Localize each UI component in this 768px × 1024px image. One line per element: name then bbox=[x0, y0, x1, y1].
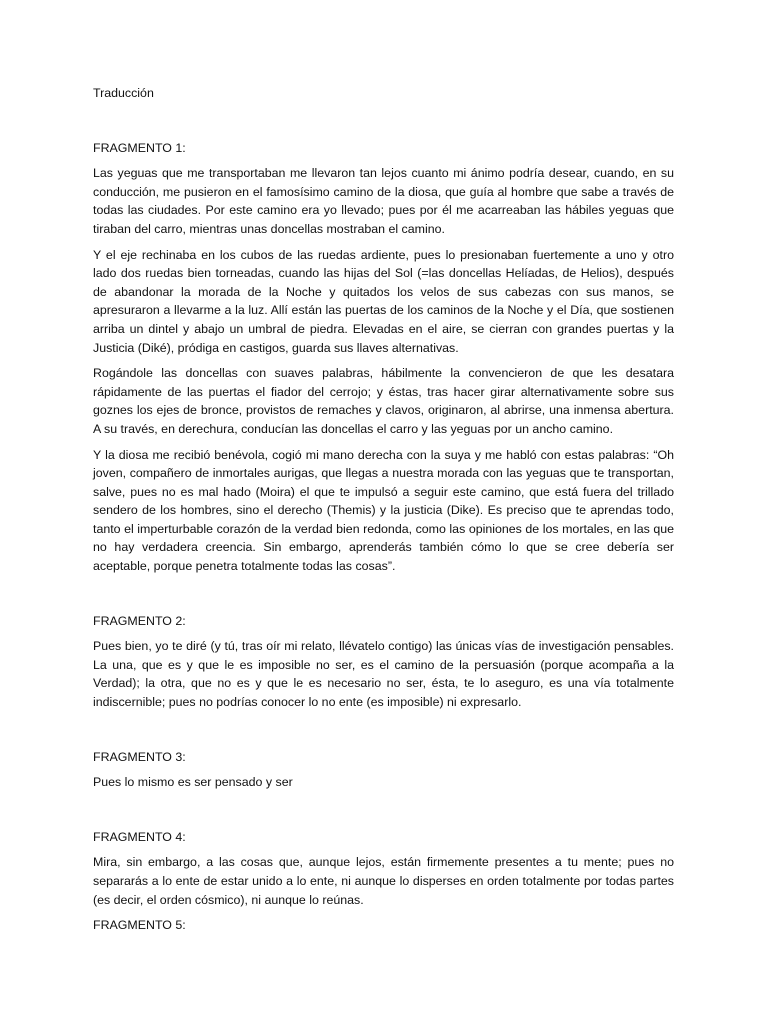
fragment-3 bbox=[93, 748, 674, 792]
fragment-heading: FRAGMENTO 1: bbox=[93, 140, 186, 155]
section-spacer bbox=[93, 719, 674, 748]
paragraph: Mira, sin embargo, a las cosas que, aunque lejos, están firmemente presentes a tu mente; pues no separarás a lo ente de estar unido a lo ente, ni aunque lo disperses en orden totalmente por todas partes (es decir, el orden cósmico), ni aunque lo reúnas. bbox=[93, 855, 674, 907]
paragraph: Y el eje rechinaba en los cubos de las ruedas ardiente, pues lo presionaban fuertemente a uno y otro lado dos ruedas bien torneadas, cuando las hijas del Sol (=las doncellas Helíadas, de Helios), después de abandonar la morada de la Noche y quitados los velos de sus cabezas con sus manos, se apresuraron a llevarme a la luz. Allí están las puertas de los caminos de la Noche y el Día, que sostienen arriba un dintel y abajo un umbral de piedra. Elevadas en el aire, se cierran con grandes puertas y la Justicia (Diké), pródiga en castigos, guarda sus llaves alternativas. bbox=[93, 247, 674, 355]
paragraph: Pues lo mismo es ser pensado y ser bbox=[93, 775, 293, 790]
fragment-2 bbox=[93, 612, 674, 712]
fragment-heading: FRAGMENTO 4: bbox=[93, 829, 186, 844]
fragment-heading: FRAGMENTO 2: bbox=[93, 613, 186, 628]
fragment-heading: FRAGMENTO 3: bbox=[93, 749, 186, 764]
section-spacer bbox=[93, 799, 674, 828]
paragraph: Pues bien, yo te diré (y tú, tras oír mi relato, llévatelo contigo) las únicas vías de investigación pensables. La una, que es y que le es imposible no ser, es el camino de la persuasión (porque acompaña a la Verdad); la otra, que no es y que le es necesario no ser, ésta, te lo aseguro, es una vía totalmente indiscernible; pues no podrías conocer lo no ente (es imposible) ni expresarlo. bbox=[93, 639, 674, 710]
paragraph: Las yeguas que me transportaban me llevaron tan lejos cuanto mi ánimo podría desear, cuando, en su conducción, me pusieron en el famosísimo camino de la diosa, que guía al hombre que sabe a través de todas las ciudades. Por este camino era yo llevado; pues por él me acarreaban las hábiles yeguas que tiraban del carro, mientras unas doncellas mostraban el camino. bbox=[93, 166, 674, 236]
section-spacer bbox=[93, 583, 674, 612]
fragment-heading: FRAGMENTO 5: bbox=[93, 918, 186, 933]
fragment-1 bbox=[93, 139, 674, 576]
document-page bbox=[93, 84, 674, 942]
paragraph: Rogándole las doncellas con suaves palabras, hábilmente la convencieron de que les desatara rápidamente de las puertas el fiador del cerrojo; y éstas, tras hacer girar alternativamente sobre sus goznes los ejes de bronce, provistos de remaches y clavos, originaron, al abrirse, una inmensa abertura. A su través, en derechura, conducían las doncellas el carro y las yeguas por un ancho camino. bbox=[93, 366, 674, 436]
fragment-4 bbox=[93, 828, 674, 909]
fragment-5 bbox=[93, 916, 674, 935]
paragraph: Y la diosa me recibió benévola, cogió mi mano derecha con la suya y me habló con estas palabras: “Oh joven, compañero de inmortales aurigas, que llegas a nuestra morada con las yeguas que te transportan, salve, pues no es mal hado (Moira) el que te impulsó a seguir este camino, que está fuera del trillado sendero de los hombres, sino el derecho (Themis) y la justicia (Dike). Es preciso que te aprendas todo, tanto el imperturbable corazón de la verdad bien redonda, como las opiniones de los mortales, en las que no hay verdadera creencia. Sin embargo, aprenderás también cómo lo que se cree debería ser aceptable, porque penetra totalmente todas las cosas”. bbox=[93, 447, 674, 574]
document-title: Traducción bbox=[93, 86, 154, 100]
